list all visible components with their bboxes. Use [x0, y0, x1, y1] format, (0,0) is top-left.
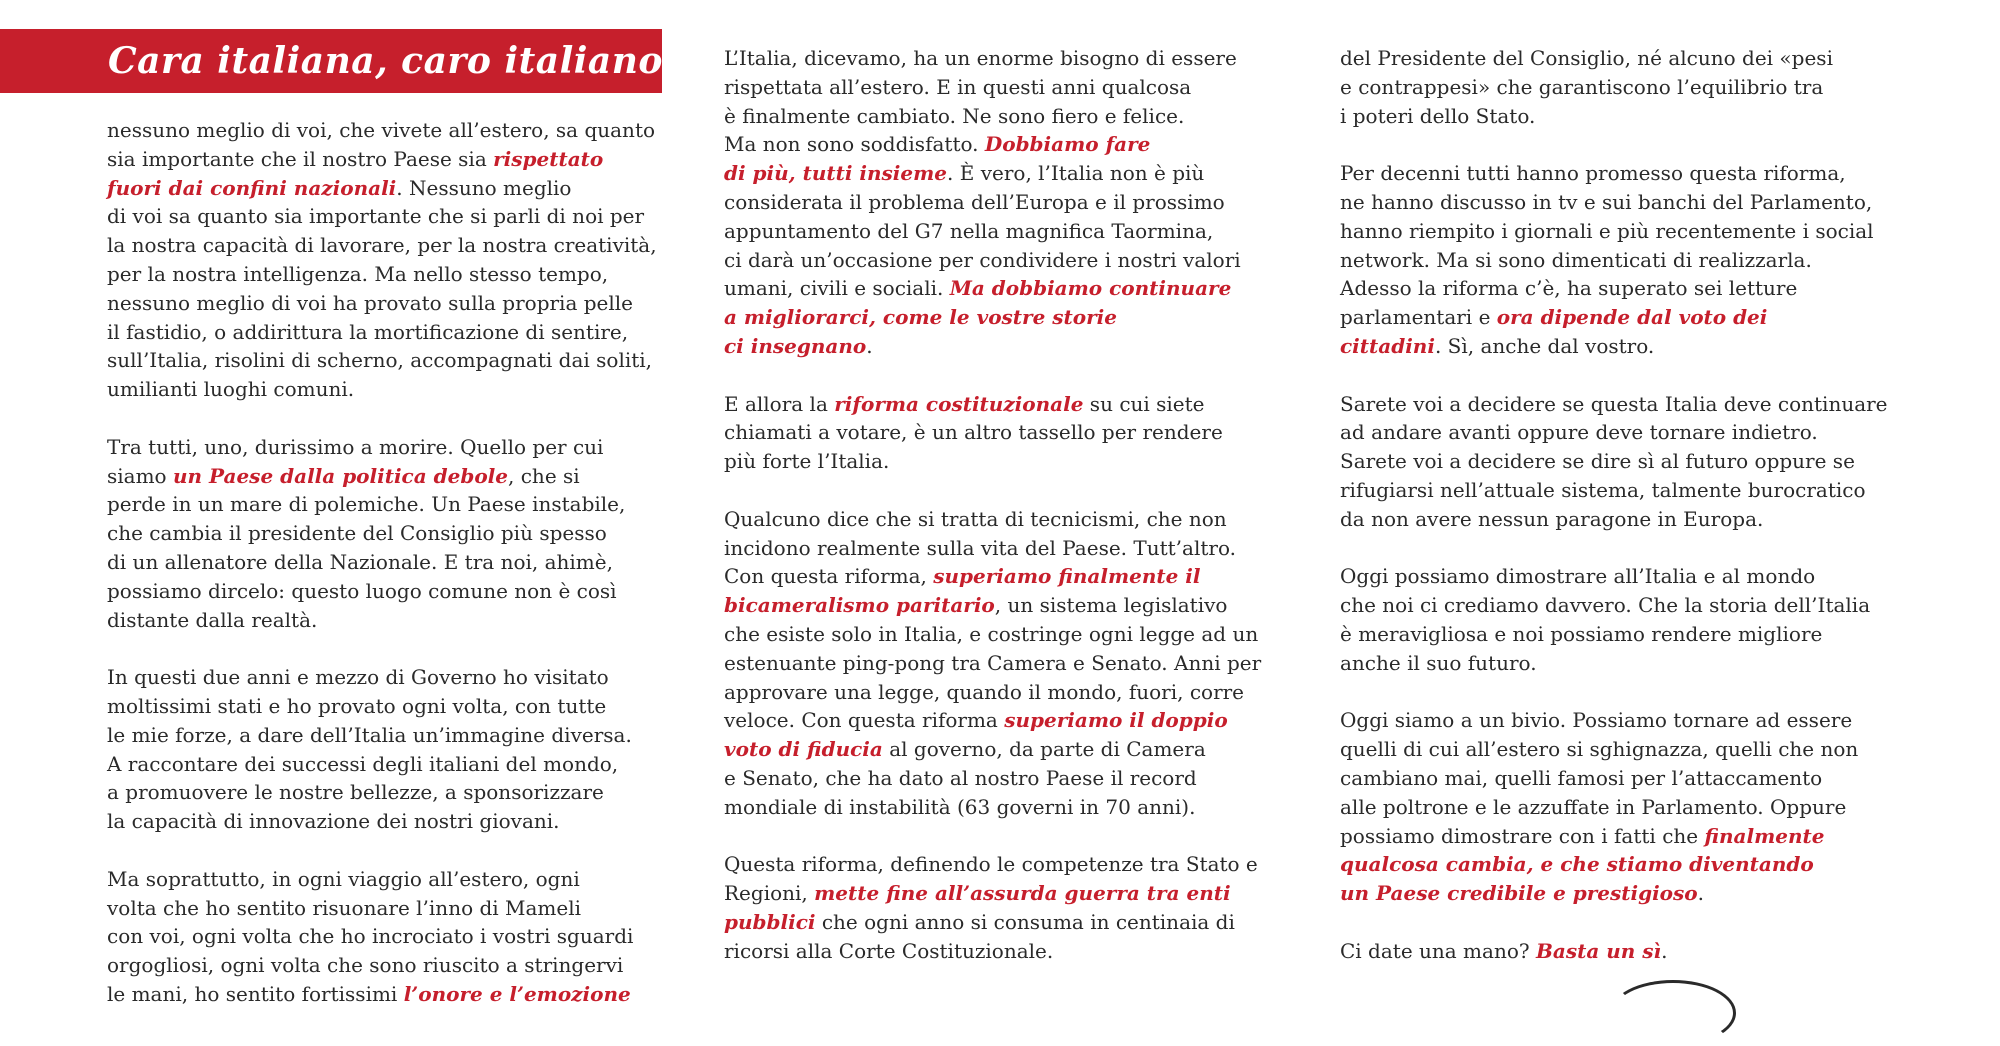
text-line	[107, 721, 682, 750]
text-segment: Questa riforma, definendo le competenze tra Stato e	[724, 852, 1258, 877]
text-line	[107, 980, 682, 1009]
text-line	[107, 577, 682, 606]
text-line	[724, 274, 1279, 303]
text-segment: Oggi siamo a un bivio. Possiamo tornare ad essere	[1340, 708, 1853, 733]
signature-mark	[1610, 980, 1736, 1046]
text-line	[107, 922, 682, 951]
text-segment: anche il suo futuro.	[1340, 650, 1537, 675]
text-segment: umilianti luoghi comuni.	[107, 377, 355, 402]
text-line	[107, 231, 682, 260]
highlighted-phrase: cittadini	[1340, 333, 1435, 358]
text-line	[724, 908, 1279, 937]
text-line	[1340, 102, 1940, 131]
highlighted-phrase: superiamo finalmente il	[933, 564, 1201, 589]
text-segment: Per decenni tutti hanno promesso questa riforma,	[1340, 161, 1846, 186]
highlighted-phrase: un Paese dalla politica debole	[172, 463, 509, 488]
text-segment: Sarete voi a decidere se dire sì al futuro oppure se	[1340, 449, 1855, 474]
text-segment: incidono realmente sulla vita del Paese. Tutt’altro.	[724, 535, 1237, 560]
text-segment: perde in un mare di polemiche. Un Paese instabile,	[107, 492, 626, 517]
text-segment: moltissimi stati e ho provato ogni volta, con tutte	[107, 693, 607, 718]
text-segment: Regioni,	[724, 881, 815, 906]
paragraph	[724, 505, 1279, 822]
text-line	[1340, 793, 1940, 822]
text-segment: è finalmente cambiato. Ne sono fiero e felice.	[724, 103, 1185, 128]
text-line	[107, 548, 682, 577]
text-line	[1340, 246, 1940, 275]
text-line	[107, 174, 682, 203]
text-segment: chiamati a votare, è un altro tassello per rendere	[724, 420, 1223, 445]
text-line	[724, 937, 1279, 966]
text-line	[1340, 822, 1940, 851]
text-line	[107, 807, 682, 836]
text-line	[1340, 159, 1940, 188]
paragraph	[724, 44, 1279, 361]
text-line	[724, 562, 1279, 591]
text-line	[1340, 44, 1940, 73]
text-line	[1340, 620, 1940, 649]
text-line	[107, 519, 682, 548]
text-column-3	[1340, 44, 1940, 994]
text-segment: alle poltrone e le azzuffate in Parlamento. Oppure	[1340, 794, 1847, 819]
text-line	[724, 505, 1279, 534]
text-segment: nessuno meglio di voi, che vivete all’estero, sa quanto	[107, 118, 656, 142]
text-line	[724, 73, 1279, 102]
highlighted-phrase: un Paese credibile e prestigioso	[1340, 881, 1698, 906]
text-segment: hanno riempito i giornali e più recentemente i social	[1340, 218, 1874, 243]
text-line	[1340, 879, 1940, 908]
text-line	[107, 778, 682, 807]
text-line	[107, 894, 682, 923]
text-segment: E allora la	[724, 391, 835, 416]
text-line	[724, 764, 1279, 793]
text-segment: appuntamento del G7 nella magnifica Taormina,	[724, 218, 1214, 243]
text-line	[724, 678, 1279, 707]
text-line	[1340, 850, 1940, 879]
text-segment: e contrappesi» che garantiscono l’equilibrio tra	[1340, 74, 1824, 99]
text-segment: considerata il problema dell’Europa e il prossimo	[724, 189, 1225, 214]
text-line	[107, 951, 682, 980]
text-segment: umani, civili e sociali.	[724, 276, 950, 301]
text-segment: del Presidente del Consiglio, né alcuno dei «pesi	[1340, 46, 1833, 70]
text-line	[724, 332, 1279, 361]
highlighted-phrase: qualcosa cambia, e che stiamo diventando	[1340, 852, 1814, 877]
paragraph	[724, 390, 1279, 476]
text-line	[1340, 332, 1940, 361]
text-segment: più forte l’Italia.	[724, 449, 890, 474]
text-column-1	[107, 116, 682, 1038]
text-segment: volta che ho sentito risuonare l’inno di Mameli	[107, 895, 582, 920]
paragraph	[1340, 562, 1940, 677]
highlighted-phrase: Basta un sì	[1535, 938, 1662, 963]
text-segment: estenuante ping-pong tra Camera e Senato. Anni per	[724, 650, 1262, 675]
highlighted-phrase: ci insegnano	[724, 333, 867, 358]
text-segment: network. Ma si sono dimenticati di realizzarla.	[1340, 247, 1812, 272]
highlighted-phrase: Ma dobbiamo continuare	[949, 276, 1232, 301]
text-segment: su cui siete	[1083, 391, 1205, 416]
text-segment: Ma soprattutto, in ogni viaggio all’estero, ogni	[107, 866, 580, 891]
text-segment: a promuovere le nostre bellezze, a sponsorizzare	[107, 780, 604, 805]
text-segment: sia importante che il nostro Paese sia	[107, 146, 494, 171]
text-segment: da non avere nessun paragone in Europa.	[1340, 506, 1764, 531]
letter-greeting-title: Cara italiana, caro italiano,	[108, 40, 676, 82]
text-line	[1340, 418, 1940, 447]
text-line	[724, 217, 1279, 246]
text-line	[107, 663, 682, 692]
paragraph	[107, 663, 682, 836]
text-segment: che esiste solo in Italia, e costringe ogni legge ad un	[724, 621, 1259, 646]
text-line	[1340, 73, 1940, 102]
text-segment: Sarete voi a decidere se questa Italia deve continuare	[1340, 391, 1888, 416]
text-line	[107, 692, 682, 721]
text-segment: ad andare avanti oppure deve tornare indietro.	[1340, 420, 1818, 445]
text-segment: ci darà un’occasione per condividere i nostri valori	[724, 247, 1241, 272]
text-line	[724, 850, 1279, 879]
text-segment: ricorsi alla Corte Costituzionale.	[724, 938, 1054, 963]
text-line	[724, 418, 1279, 447]
text-line	[107, 433, 682, 462]
text-segment: possiamo dircelo: questo luogo comune non è così	[107, 578, 617, 603]
text-line	[107, 260, 682, 289]
text-line	[1340, 303, 1940, 332]
text-line	[107, 116, 682, 145]
highlighted-phrase: a migliorarci, come le vostre storie	[724, 305, 1117, 330]
paragraph	[1340, 937, 1940, 966]
paragraph	[724, 850, 1279, 965]
text-line	[1340, 706, 1940, 735]
text-segment: .	[1661, 938, 1668, 963]
text-line	[724, 390, 1279, 419]
highlighted-phrase: rispettato	[493, 146, 604, 171]
text-line	[1340, 390, 1940, 419]
highlighted-phrase: di più, tutti insieme	[724, 161, 948, 186]
text-line	[107, 462, 682, 491]
text-line	[1340, 476, 1940, 505]
text-segment: il fastidio, o addirittura la mortificazione di sentire,	[107, 319, 629, 344]
text-segment: . È vero, l’Italia non è più	[947, 161, 1205, 186]
text-segment: la capacità di innovazione dei nostri giovani.	[107, 809, 560, 834]
text-segment: A raccontare dei successi degli italiani del mondo,	[107, 751, 619, 776]
text-segment: cambiano mai, quelli famosi per l’attaccamento	[1340, 765, 1823, 790]
text-line	[724, 735, 1279, 764]
text-line	[107, 318, 682, 347]
text-segment: approvare una legge, quando il mondo, fuori, corre	[724, 679, 1245, 704]
text-line	[107, 375, 682, 404]
highlighted-phrase: voto di fiducia	[724, 737, 883, 762]
text-segment: Con questa riforma,	[724, 564, 934, 589]
text-segment: con voi, ogni volta che ho incrociato i vostri sguardi	[107, 924, 634, 949]
text-line	[724, 246, 1279, 275]
text-line	[107, 750, 682, 779]
text-line	[1340, 591, 1940, 620]
highlighted-phrase: pubblici	[724, 909, 816, 934]
text-line	[724, 534, 1279, 563]
text-line	[724, 188, 1279, 217]
header-banner	[0, 29, 676, 93]
text-segment: .	[866, 333, 873, 358]
paragraph	[1340, 44, 1940, 130]
paragraph	[107, 116, 682, 404]
highlighted-phrase: finalmente	[1704, 823, 1825, 848]
text-line	[724, 44, 1279, 73]
text-segment: e Senato, che ha dato al nostro Paese il record	[724, 765, 1197, 790]
text-line	[724, 620, 1279, 649]
highlighted-phrase: Dobbiamo fare	[984, 132, 1151, 157]
text-segment: parlamentari e	[1340, 305, 1497, 330]
text-line	[1340, 649, 1940, 678]
text-segment: per la nostra intelligenza. Ma nello stesso tempo,	[107, 261, 609, 286]
text-segment: che ogni anno si consuma in centinaia di	[815, 909, 1235, 934]
text-line	[1340, 562, 1940, 591]
text-line	[107, 865, 682, 894]
text-segment: Qualcuno dice che si tratta di tecnicismi, che non	[724, 506, 1227, 531]
text-segment: L’Italia, dicevamo, ha un enorme bisogno di essere	[724, 46, 1237, 70]
text-segment: al governo, da parte di Camera	[882, 737, 1206, 762]
text-segment: è meravigliosa e noi possiamo rendere migliore	[1340, 621, 1823, 646]
text-segment: di voi sa quanto sia importante che si parli di noi per	[107, 204, 645, 229]
text-segment: sull’Italia, risolini di scherno, accompagnati dai soliti,	[107, 348, 653, 373]
text-line	[724, 706, 1279, 735]
text-line	[107, 490, 682, 519]
text-segment: distante dalla realtà.	[107, 607, 318, 632]
paragraph	[107, 865, 682, 1009]
text-line	[1340, 937, 1940, 966]
text-line	[724, 303, 1279, 332]
text-segment: , un sistema legislativo	[994, 593, 1228, 618]
paragraph	[1340, 159, 1940, 361]
text-segment: Tra tutti, uno, durissimo a morire. Quello per cui	[107, 434, 604, 459]
paragraph	[1340, 706, 1940, 908]
text-line	[724, 159, 1279, 188]
text-segment: ne hanno discusso in tv e sui banchi del Parlamento,	[1340, 189, 1873, 214]
text-segment: Adesso la riforma c’è, ha superato sei letture	[1340, 276, 1798, 301]
text-line	[1340, 274, 1940, 303]
highlighted-phrase: l’onore e l’emozione	[403, 981, 631, 1006]
paragraph	[1340, 390, 1940, 534]
highlighted-phrase: fuori dai confini nazionali	[107, 175, 397, 200]
text-segment: le mie forze, a dare dell’Italia un’immagine diversa.	[107, 722, 632, 747]
text-line	[1340, 764, 1940, 793]
text-segment: di un allenatore della Nazionale. E tra noi, ahimè,	[107, 549, 613, 574]
text-segment: siamo	[107, 463, 173, 488]
text-line	[724, 130, 1279, 159]
text-column-2	[724, 44, 1279, 994]
text-line	[724, 102, 1279, 131]
text-segment: . Nessuno meglio	[396, 175, 572, 200]
text-segment: Ci date una mano?	[1340, 938, 1536, 963]
text-segment: che noi ci crediamo davvero. Che la storia dell’Italia	[1340, 593, 1871, 618]
text-segment: possiamo dimostrare con i fatti che	[1340, 823, 1705, 848]
text-segment: Oggi possiamo dimostrare all’Italia e al mondo	[1340, 564, 1816, 589]
text-segment: rispettata all’estero. E in questi anni qualcosa	[724, 74, 1192, 99]
paragraph	[107, 433, 682, 635]
text-line	[724, 649, 1279, 678]
text-segment: quelli di cui all’estero si sghignazza, quelli che non	[1340, 737, 1859, 762]
text-segment: che cambia il presidente del Consiglio più spesso	[107, 521, 607, 546]
text-line	[724, 447, 1279, 476]
text-line	[1340, 447, 1940, 476]
text-line	[1340, 505, 1940, 534]
highlighted-phrase: riforma costituzionale	[834, 391, 1084, 416]
text-line	[107, 202, 682, 231]
text-segment: i poteri dello Stato.	[1340, 103, 1536, 128]
highlighted-phrase: ora dipende dal voto dei	[1496, 305, 1768, 330]
highlighted-phrase: superiamo il doppio	[1004, 708, 1228, 733]
text-segment: mondiale di instabilità (63 governi in 70 anni).	[724, 794, 1196, 819]
text-line	[724, 591, 1279, 620]
text-segment: veloce. Con questa riforma	[724, 708, 1005, 733]
text-segment: Ma non sono soddisfatto.	[724, 132, 985, 157]
text-segment: la nostra capacità di lavorare, per la nostra creatività,	[107, 233, 657, 258]
text-segment: nessuno meglio di voi ha provato sulla propria pelle	[107, 290, 634, 315]
text-line	[107, 289, 682, 318]
text-segment: In questi due anni e mezzo di Governo ho visitato	[107, 665, 609, 690]
text-line	[1340, 217, 1940, 246]
text-line	[1340, 188, 1940, 217]
text-line	[1340, 735, 1940, 764]
text-segment: rifugiarsi nell’attuale sistema, talmente burocratico	[1340, 477, 1866, 502]
text-segment: .	[1697, 881, 1704, 906]
text-line	[724, 879, 1279, 908]
highlighted-phrase: mette fine all’assurda guerra tra enti	[814, 881, 1231, 906]
text-line	[107, 606, 682, 635]
text-line	[107, 145, 682, 174]
text-line	[107, 346, 682, 375]
text-segment: . Sì, anche dal vostro.	[1434, 333, 1655, 358]
highlighted-phrase: bicameralismo paritario	[724, 593, 995, 618]
text-segment: orgogliosi, ogni volta che sono riuscito a stringervi	[107, 953, 624, 978]
text-line	[724, 793, 1279, 822]
text-segment: , che si	[508, 463, 580, 488]
text-segment: le mani, ho sentito fortissimi	[107, 981, 404, 1006]
